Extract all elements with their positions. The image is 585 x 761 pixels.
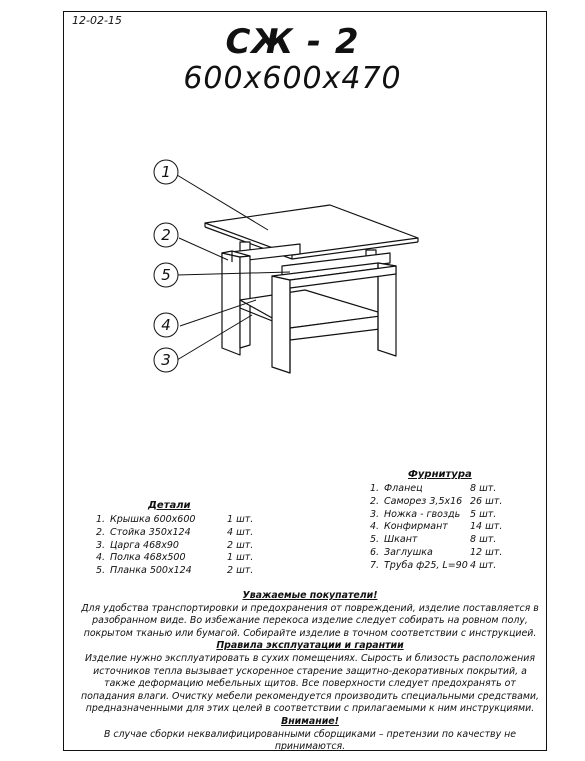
notes-heading-rules: Правила эксплуатации и гарантии [216,640,404,652]
list-item: 6. Заглушка 12 шт. [370,546,503,558]
notes-section [78,590,542,754]
notes-heading-attention: Внимание! [281,715,339,727]
list-item: 3. Царга 468х90 2 шт. [96,539,254,551]
notes-paragraph-rules: Изделие нужно эксплуатировать в сухих помещениях. Сырость и близость расположения источников тепла вызывает ускоренное старение защитно-декоративных покрытий, а также деформацию мебельных щитов. Все поверхности следует предохранять от попадания влаги. Очистку мебели рекомендуется производить специальными средствами, предназначенными для этих целей в соответствии с прилагаемыми к ним инструкциями. [81,652,539,715]
callout-4: 4 [161,316,171,334]
list-item: 2. Саморез 3,5х16 26 шт. [370,495,503,507]
notes-heading-customers: Уважаемые покупатели! [242,590,378,601]
model-dimensions: 600x600x470 [183,61,402,96]
document-code: 12-02-15 [72,14,122,27]
list-item: 4. Конфирмант 14 шт. [370,521,503,533]
callout-2: 2 [161,226,171,244]
assembly-drawing [140,150,440,430]
details-list [96,514,266,578]
list-item: 1. Фланец 8 шт. [370,483,497,494]
list-item: 3. Ножка - гвоздь 5 шт. [370,508,497,520]
callout-1: 1 [161,163,171,181]
list-item: 1. Крышка 600х600 1 шт. [96,514,254,525]
list-item: 2. Стойка 350х124 4 шт. [96,526,254,538]
notes-paragraph-delivery: Для удобства транспортировки и предохранения от повреждений, изделие поставляется в разобранном виде. Во избежание перекоса изделие следует собирать на ровном полу, покрытом тканью или бумагой. Собирайте изделие в точном соответствии с инструкцией. [81,602,539,639]
list-item: 4. Полка 468х500 1 шт. [96,552,254,564]
list-item: 5. Планка 500х124 2 шт. [96,565,254,577]
callout-3: 3 [161,351,171,369]
notes-paragraph-attention: В случае сборки неквалифицированными сборщиками – претензии по качеству не принимаются. [103,728,516,753]
model-title: СЖ - 2 [225,22,360,62]
list-item: 5. Шкант 8 шт. [370,534,497,546]
hardware-title: Фурнитура [408,469,472,480]
table-top [205,205,418,255]
list-item: 7. Труба ф25, L=90 4 шт. [370,559,497,571]
hardware-list [370,483,535,573]
callout-5: 5 [161,266,171,284]
details-title: Детали [148,500,191,511]
left-side-panel [222,253,240,355]
right-side-panel [272,276,290,373]
